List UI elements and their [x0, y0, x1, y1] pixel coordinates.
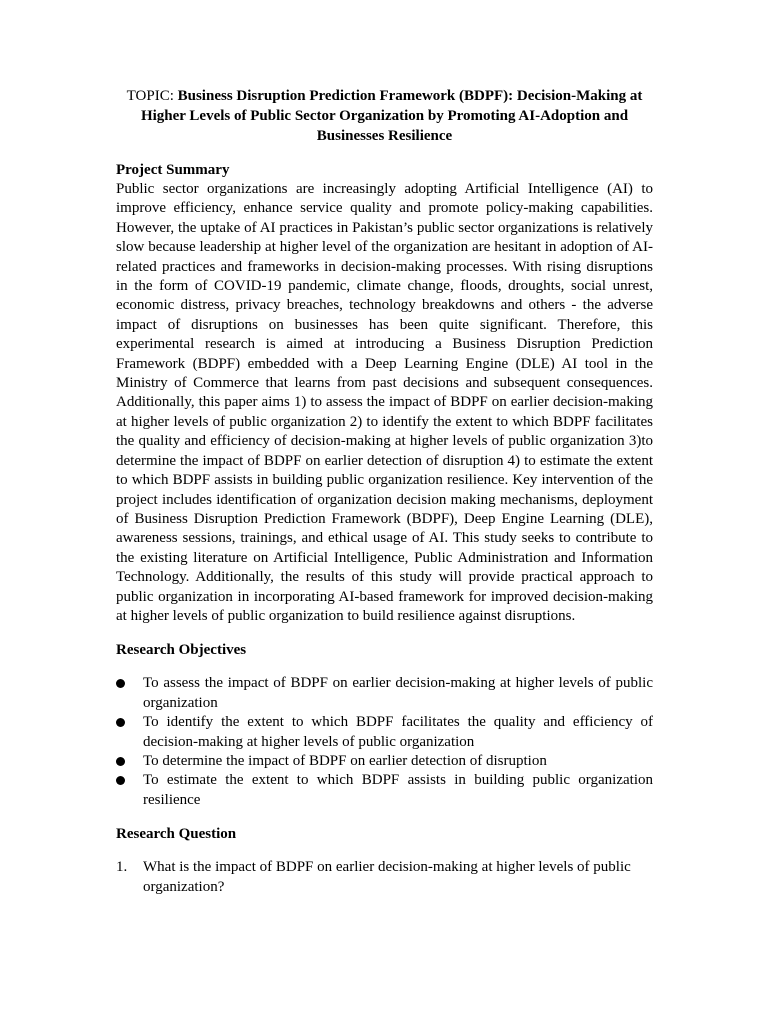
objective-text: To determine the impact of BDPF on earlier detection of disruption — [143, 752, 547, 769]
document-page — [116, 86, 653, 897]
objective-item — [116, 674, 653, 713]
topic-prefix: TOPIC: — [126, 88, 178, 104]
question-item — [116, 858, 653, 897]
question-number: 1. — [116, 859, 128, 876]
objective-item — [116, 752, 653, 771]
project-summary-body: Public sector organizations are increasingly adopting Artificial Intelligence (AI) to improve efficiency, enhance service quality and promote policy-making capabilities. However, the uptake of AI practices in Pakistan’s public sector organizations is relatively slow because leadership at higher level of the organization are hesitant in adoption of AI-related practices and frameworks in decision-making processes. With rising disruptions in the form of COVID-19 pandemic, climate change, floods, droughts, social unrest, economic distress, privacy breaches, technology breakdowns and others - the adverse impact of disruptions on businesses has been quite significant. Therefore, this experimental research is aimed at introducing a Business Disruption Prediction Framework (BDPF) embedded with a Deep Learning Engine (DLE) AI tool in the Ministry of Commerce that learns from past decisions and subsequent consequences. Additionally, this paper aims 1) to assess the impact of BDPF on earlier decision-making at higher levels of public organization 2) to identify the extent to which BDPF facilitates the quality and efficiency of decision-making at higher levels of public organization 3)to determine the impact of BDPF on earlier detection of disruption 4) to estimate the extent to which BDPF assists in building public organization resilience. Key intervention of the project includes identification of organization decision making mechanisms, deployment of Business Disruption Prediction Framework (BDPF), Deep Engine Learning (DLE), awareness sessions, trainings, and ethical usage of AI. This study seeks to contribute to the existing literature on Artificial Intelligence, Public Administration and Information Technology. Additionally, the results of this study will provide practical approach to public organization in incorporating AI-based framework for improved decision-making at higher levels of public organization to build resilience against disruptions. — [116, 181, 653, 624]
research-question-list — [116, 858, 653, 897]
objective-item — [116, 771, 653, 810]
bullet-icon — [116, 776, 125, 785]
objective-text: To estimate the extent to which BDPF assists in building public organization resilience — [143, 772, 653, 808]
topic-title-text: Business Disruption Prediction Framework (BDPF): Decision-Making at Higher Levels of Public Sector Organization by Promoting AI-Adoption and Businesses Resilience — [140, 88, 643, 144]
objective-item — [116, 713, 653, 752]
objective-text: To identify the extent to which BDPF facilitates the quality and efficiency of decision-making at higher levels of public organization — [143, 714, 653, 750]
project-summary-heading: Project Summary — [116, 162, 230, 178]
question-text: What is the impact of BDPF on earlier decision-making at higher levels of public organization? — [143, 859, 631, 895]
research-question-heading: Research Question — [116, 826, 237, 843]
research-objectives-list — [116, 674, 653, 810]
document-title — [116, 86, 653, 146]
objective-text: To assess the impact of BDPF on earlier decision-making at higher levels of public organization — [143, 675, 653, 711]
bullet-icon — [116, 718, 125, 727]
research-objectives-heading: Research Objectives — [116, 642, 247, 659]
bullet-icon — [116, 679, 125, 688]
bullet-icon — [116, 757, 125, 766]
